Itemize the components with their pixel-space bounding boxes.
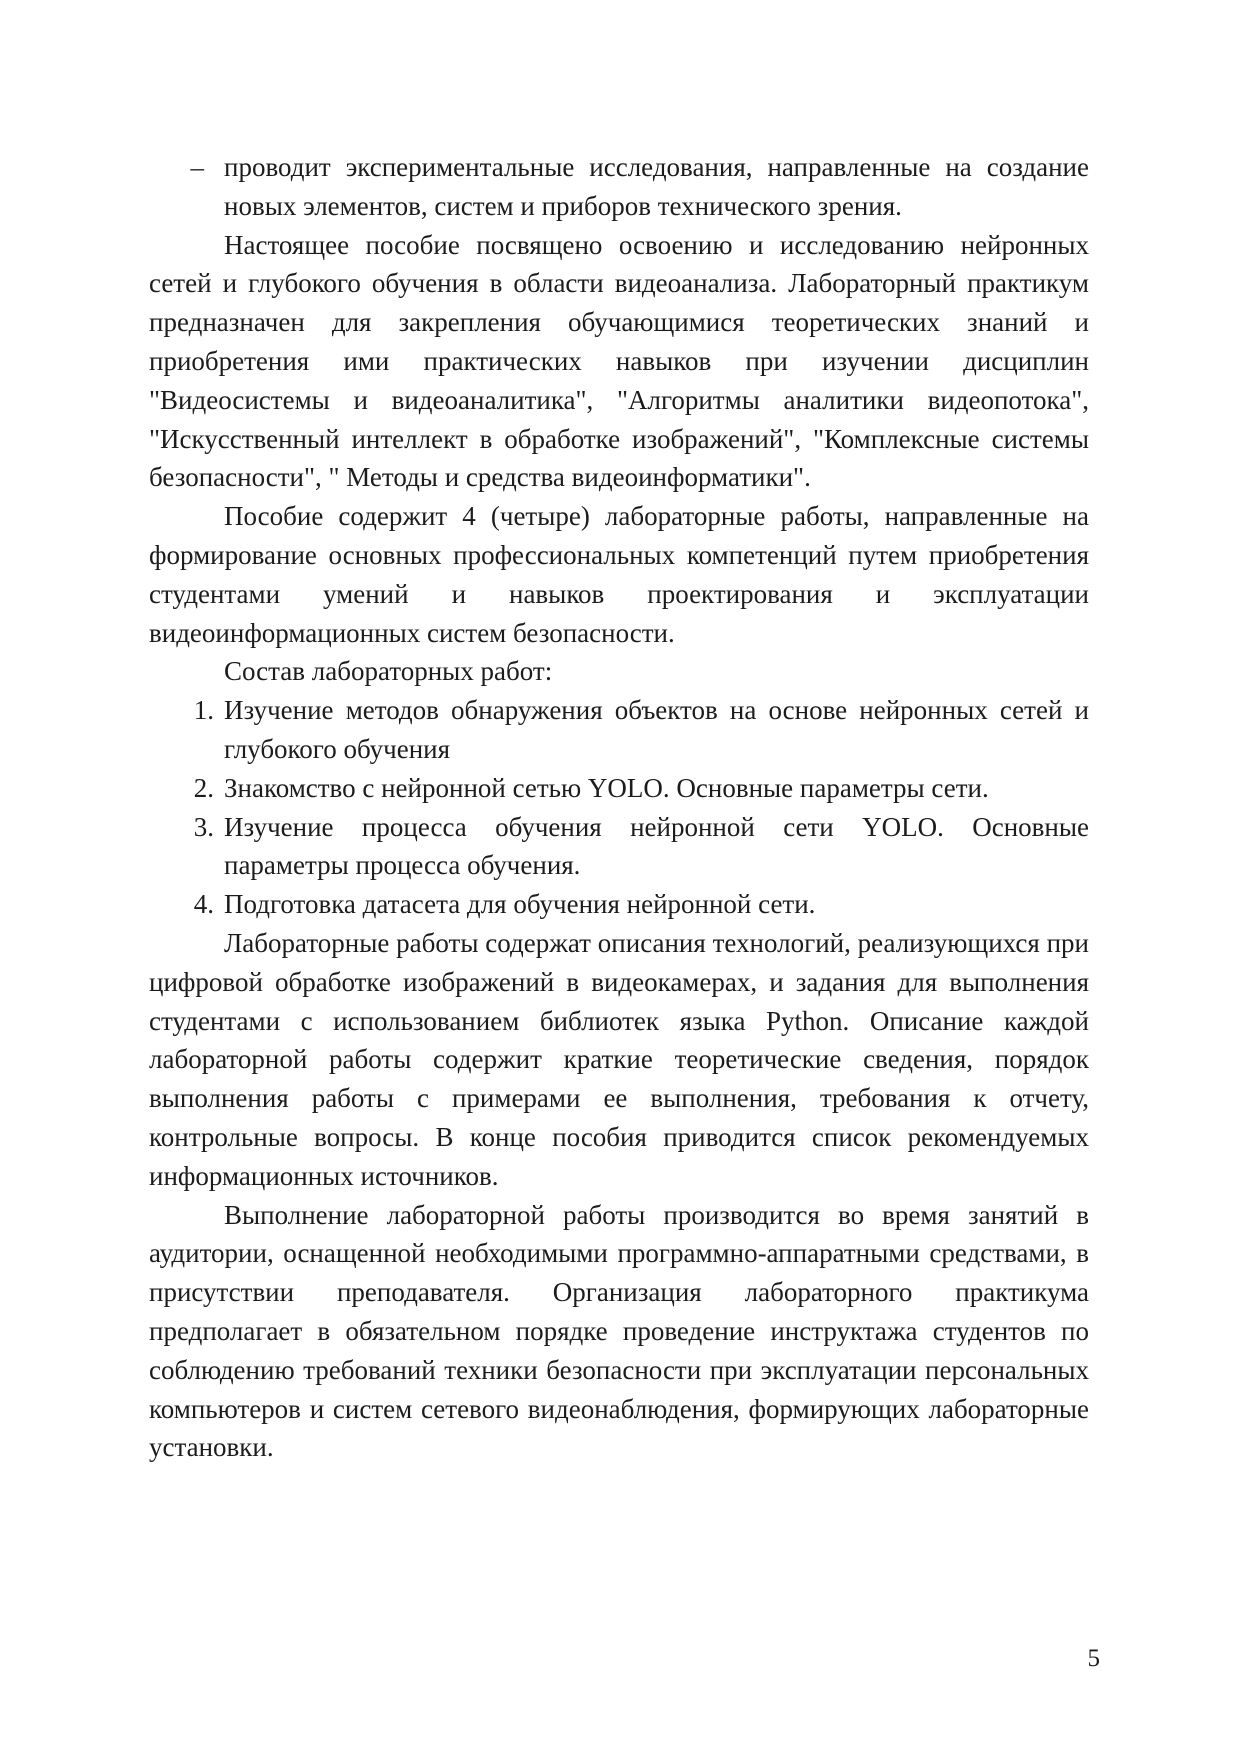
dash-marker: –: [190, 152, 204, 182]
paragraph-lab-organization: Выполнение лабораторной работы производится во время занятий в аудитории, оснащенной необходимыми программно-аппаратными средствами, в присутствии преподавателя. Организация лабораторного практикума предполагает в обязательном порядке проведение инструктажа студентов по соблюдению требований техники безопасности при эксплуатации персональных компьютеров и систем сетевого видеонаблюдения, формирующих лабораторные установки.: [149, 1199, 1089, 1463]
lab-list-item: [149, 885, 1089, 924]
lab-list-text: Изучение процесса обучения нейронной сети YOLO. Основные параметры процесса обучения.: [224, 811, 1089, 881]
lab-list-item: [149, 769, 1089, 808]
page-number: 5: [1087, 1645, 1100, 1672]
paragraph-lab-list-intro: Состав лабораторных работ:: [224, 656, 553, 687]
lab-list-text: Знакомство с нейронной сетью YOLO. Основные параметры сети.: [224, 772, 989, 803]
lab-list-item: [149, 691, 1089, 769]
lab-list-number: 2.: [193, 772, 214, 803]
paragraph-contents: Пособие содержит 4 (четыре) лабораторные работы, направленные на формирование основных профессиональных компетенций путем приобретения студентами умений и навыков проектирования и эксплуатации видеоинформационных систем безопасности.: [149, 501, 1089, 648]
lab-list: [149, 691, 1089, 924]
dash-item-text: проводит экспериментальные исследования, направленные на создание новых элементов, систем и приборов технического зрения.: [224, 152, 1089, 221]
lab-list-number: 1.: [193, 695, 214, 726]
paragraph-purpose: Настоящее пособие посвящено освоению и исследованию нейронных сетей и глубокого обучения в области видеоанализа. Лабораторный практикум предназначен для закрепления обучающимися теоретических знаний и приобретения ими практических навыков при изучении дисциплин "Видеосистемы и видеоаналитика", "Алгоритмы аналитики видеопотока", "Искусственный интеллект в обработке изображений", "Комплексные системы безопасности", " Методы и средства видеоинформатики".: [149, 229, 1089, 493]
lab-list-number: 4.: [193, 889, 214, 920]
lab-list-text: Изучение методов обнаружения объектов на основе нейронных сетей и глубокого обучения: [224, 695, 1089, 764]
lab-list-text: Подготовка датасета для обучения нейронной сети.: [224, 889, 816, 920]
dash-list-item: [149, 148, 1089, 226]
lab-list-item: [149, 808, 1089, 886]
lab-list-number: 3.: [193, 811, 214, 842]
page-content: [149, 148, 1089, 1467]
paragraph-lab-description: Лабораторные работы содержат описания технологий, реализующихся при цифровой обработке изображений в видеокамерах, и задания для выполнения студентами с использованием библиотек языка Python. Описание каждой лабораторной работы содержит краткие теоретические сведения, порядок выполнения работы с примерами ее выполнения, требования к отчету, контрольные вопросы. В конце пособия приводится список рекомендуемых информационных источников.: [149, 927, 1089, 1191]
